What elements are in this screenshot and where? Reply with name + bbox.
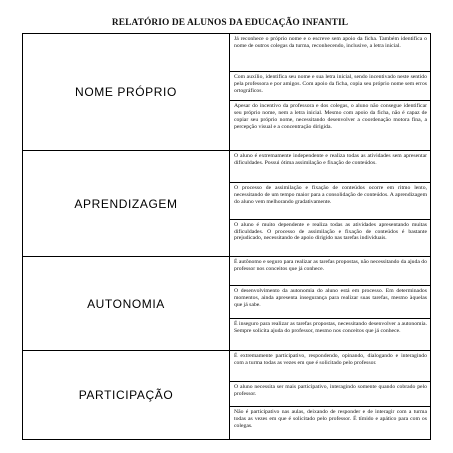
description-cell: É extremamente participativo, respondendo, opinando, dialogando e interagindo com a turma todas as vezes em que é solicitado pelo professor. <box>230 350 431 381</box>
description-cell: O aluno é extremamente independente e realiza todas as atividades sem apresentar dificuldades. Possui ótima assimilação e fixação de conteúdos. <box>230 151 431 182</box>
description-cell: Apesar do incentivo da professora e dos colegas, o aluno não consegue identificar seu próprio nome, nem a letra inicial. Mesmo com apoio da ficha, não é capaz de copiar seu próprio nome, necessitando desenvolver a coordenação motora fina, a percepção visual e a concentração dirigida. <box>230 101 431 151</box>
description-cell: O aluno é muito dependente e realiza todas as atividades apresentando muitas dificuldades. O processo de assimilação e fixação de conteúdos é bastante prejudicado, necessitando de apoio dirigido nas tarefas individuais. <box>230 219 431 257</box>
description-cell: É autônomo e seguro para realizar as tarefas propostas, não necessitando da ajuda do professor nos conceitos que já conhece. <box>230 257 431 285</box>
table-row <box>23 257 431 285</box>
description-cell: Não é participativo nas aulas, deixando de responder e de interagir com a turma todas as vezes em que é solicitado pelo professor. É tímido e apático para com os colegas. <box>230 407 431 440</box>
description-cell: O processo de assimilação e fixação de conteúdos ocorre em ritmo lento, necessitando de um tempo maior para a consolidação de conteúdos. A aprendizagem do aluno vem melhorando gradativamente. <box>230 182 431 219</box>
description-cell: Já reconhece o próprio nome e o escreve sem apoio da ficha. Também identifica o nome de outros colegas da turma, reconhecendo, inclusive, a letra inicial. <box>230 34 431 72</box>
category-autonomia: AUTONOMIA <box>23 257 230 350</box>
description-cell: É inseguro para realizar as tarefas propostas, necessitando desenvolver a autonomia. Sempre solicita ajuda do professor, mesmo nos conceitos que já conhece. <box>230 319 431 350</box>
description-cell: O aluno necessita ser mais participativo, interagindo somente quando cobrado pelo professor. <box>230 382 431 407</box>
report-title: RELATÓRIO DE ALUNOS DA EDUCAÇÃO INFANTIL <box>111 18 349 28</box>
student-report-table <box>22 33 431 440</box>
table-row <box>23 34 431 72</box>
category-participacao: PARTICIPAÇÃO <box>23 350 230 439</box>
category-aprendizagem: APRENDIZAGEM <box>23 151 230 257</box>
table-row <box>23 350 431 381</box>
description-cell: Com auxílio, identifica seu nome e sua letra inicial, sendo incentivado neste sentido pela professora e por amigos. Com apoio da ficha, copia seu próprio nome sem erros ortográficos. <box>230 71 431 100</box>
table-row <box>23 151 431 182</box>
category-nome-proprio: NOME PRÓPRIO <box>23 34 230 151</box>
description-cell: O desenvolvimento da autonomia do aluno está em processo. Em determinados momentos, ainda apresenta insegurança para realizar suas tarefas, mesmo àquelas que já sabe. <box>230 285 431 319</box>
